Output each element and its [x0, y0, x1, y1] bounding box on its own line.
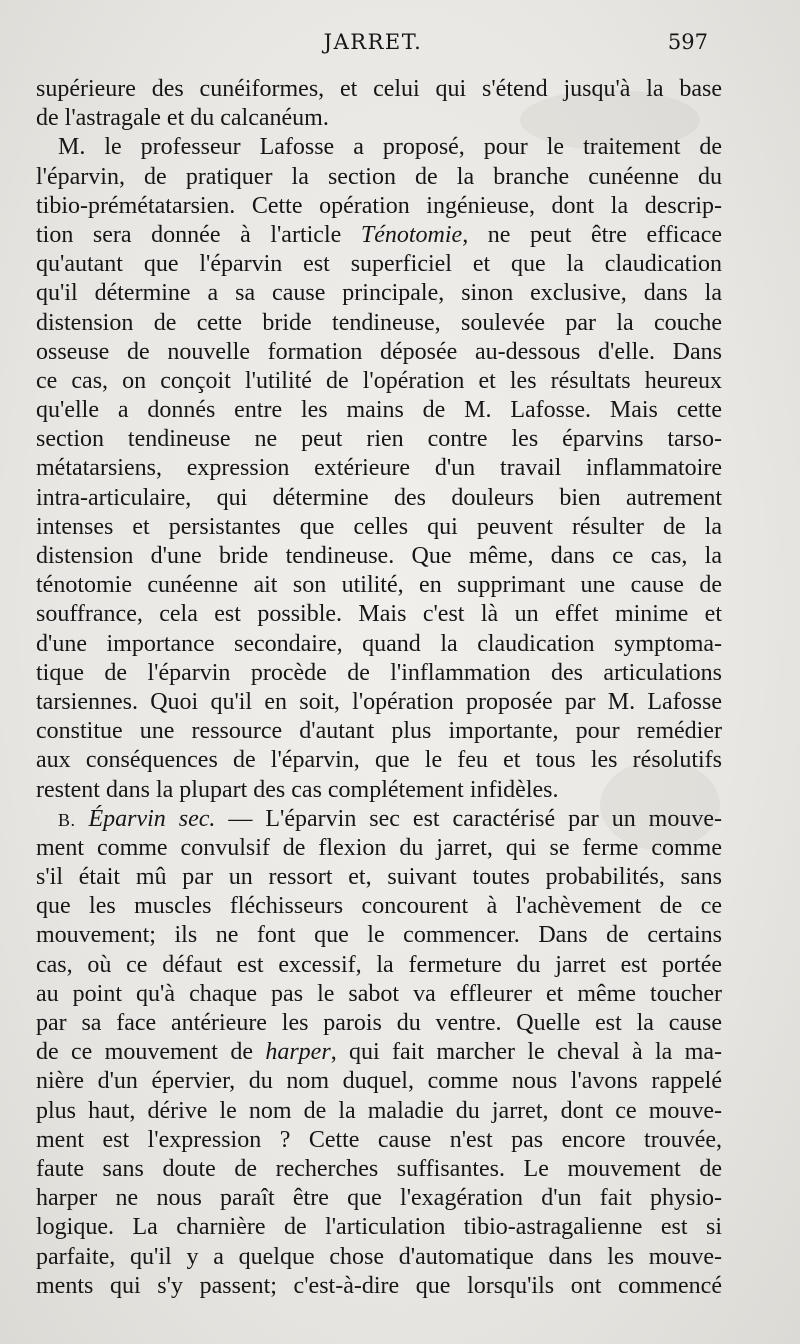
text-line: au point qu'à chaque pas le sabot va effleurer et même toucher — [36, 980, 722, 1007]
text-line: restent dans la plupart des cas complétement infidèles. — [36, 776, 559, 803]
text-line: mouvement; ils ne font que le commencer. Dans de certains — [36, 922, 722, 949]
text-line: intra-articulaire, qui détermine des douleurs bien autrement — [36, 484, 722, 511]
text-line: l'éparvin, de pratiquer la section de la branche cunéenne du — [36, 163, 722, 190]
text-run: tion sera donnée à l'article — [36, 221, 361, 248]
text-run: ne peut être efficace — [468, 221, 722, 248]
text-line: supérieure des cunéiformes, et celui qui s'étend jusqu'à la base — [36, 76, 722, 102]
text-line: parfaite, qu'il y a quelque chose d'automatique dans les mouve- — [36, 1243, 722, 1270]
section-heading: Éparvin sec. — [75, 805, 216, 832]
text-line: ce cas, on conçoit l'utilité de l'opération et les résultats heureux — [36, 367, 722, 394]
running-title: JARRET. — [323, 30, 423, 54]
text-line: métatarsiens, expression extérieure d'un travail inflammatoire — [36, 455, 722, 482]
text-line: tibio-prémétatarsien. Cette opération ingénieuse, dont la descrip- — [36, 192, 722, 219]
text-line: de l'astragale et du calcanéum. — [36, 105, 329, 132]
section-marker: B. — [58, 809, 76, 830]
running-head — [38, 30, 708, 60]
text-line — [36, 1038, 722, 1067]
text-line: s'il était mû par un ressort et, suivant toutes probabilités, sans — [36, 864, 722, 891]
text-line: ment est l'expression ? Cette cause n'est pas encore trouvée, — [36, 1126, 722, 1153]
text-line: M. le professeur Lafosse a proposé, pour le traitement de — [58, 134, 722, 161]
text-line: qu'autant que l'éparvin est superficiel et que la claudication — [36, 251, 722, 278]
text-line: intenses et persistantes que celles qui peuvent résulter de la — [36, 513, 722, 540]
text-line: d'une importance secondaire, quand la claudication symptoma- — [36, 630, 722, 657]
text-run: — L'éparvin sec est caractérisé par un mouve- — [215, 805, 722, 832]
text-line: que les muscles fléchisseurs concourent à l'achèvement de ce — [36, 893, 722, 920]
text-line: nière d'un épervier, du nom duquel, comme nous l'avons rappelé — [36, 1068, 722, 1095]
text-line: distension de cette bride tendineuse, soulevée par la couche — [36, 309, 722, 336]
text-run: , qui fait marcher le cheval à la ma- — [330, 1039, 722, 1066]
text-line: tique de l'éparvin procède de l'inflammation des articulations — [36, 659, 722, 686]
text-line: osseuse de nouvelle formation déposée au-dessous d'elle. Dans — [36, 338, 722, 365]
text-line: logique. La charnière de l'articulation tibio-astragalienne est si — [36, 1214, 722, 1241]
text-line: aux conséquences de l'éparvin, que le feu et tous les résolutifs — [36, 747, 722, 774]
text-line: souffrance, cela est possible. Mais c'est là un effet minime et — [36, 601, 722, 628]
text-line — [36, 805, 722, 834]
text-line: faute sans doute de recherches suffisantes. Le mouvement de — [36, 1155, 722, 1182]
text-line: ténotomie cunéenne ait son utilité, en supprimant une cause de — [36, 572, 722, 599]
text-line: qu'il détermine a sa cause principale, sinon exclusive, dans la — [36, 280, 722, 307]
text-line: distension d'une bride tendineuse. Que même, dans ce cas, la — [36, 543, 722, 569]
text-line: constitue une ressource d'autant plus importante, pour remédier — [36, 718, 722, 745]
text-line: qu'elle a donnés entre les mains de M. Lafosse. Mais cette — [36, 397, 722, 424]
italic-term: harper — [265, 1039, 331, 1066]
body-text — [36, 75, 722, 1301]
text-line: ment comme convulsif de flexion du jarret, qui se ferme comme — [36, 834, 722, 861]
italic-term: Ténotomie, — [360, 221, 469, 248]
text-line: plus haut, dérive le nom de la maladie du jarret, dont ce mouve- — [36, 1097, 722, 1124]
text-line: section tendineuse ne peut rien contre les éparvins tarso- — [36, 426, 722, 453]
text-line: ments qui s'y passent; c'est-à-dire que lorsqu'ils ont commencé — [36, 1272, 722, 1299]
text-run: de ce mouvement de — [36, 1039, 266, 1066]
text-line — [36, 221, 722, 250]
page-number: 597 — [667, 30, 708, 54]
text-line: harper ne nous paraît être que l'exagération d'un fait physio- — [36, 1185, 722, 1212]
text-line: cas, où ce défaut est excessif, la fermeture du jarret est portée — [36, 951, 722, 978]
text-line: par sa face antérieure les parois du ventre. Quelle est la cause — [36, 1010, 722, 1036]
text-line: tarsiennes. Quoi qu'il en soit, l'opération proposée par M. Lafosse — [36, 688, 722, 715]
